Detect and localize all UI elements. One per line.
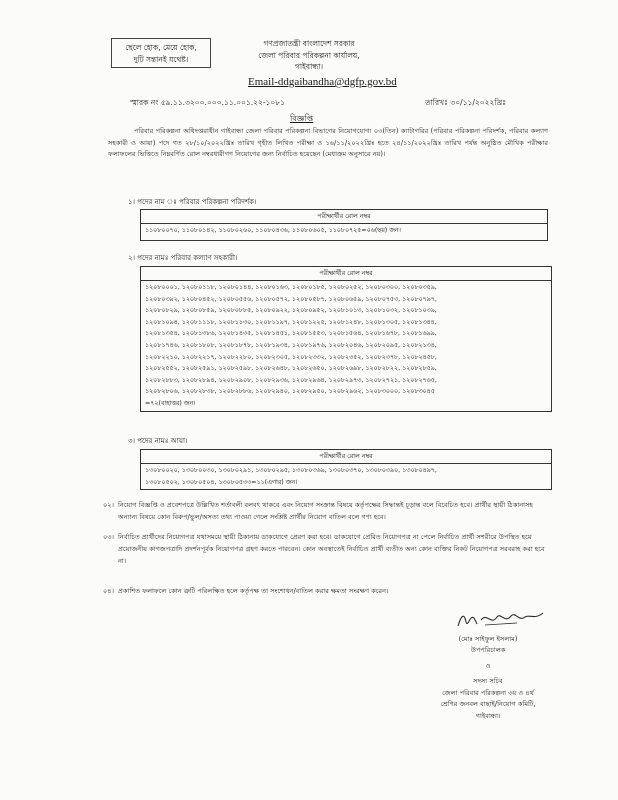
post-3-roll-header: পরীক্ষার্থীর রোল নম্বর bbox=[141, 450, 552, 464]
roll-row: ১২০৮১৩৫৪, ১২০৮১৩৮৬, ১২০৮১৪৩৫, ১২০৮১৪৫১, ১২০৮১৫৫৩, ১২০৮১৫৬৪, ১২০৮১৬৭৮, ১২০৮১৬৯৯, bbox=[145, 330, 437, 338]
signatory-and: ও bbox=[485, 662, 491, 670]
office-name: জেলা পরিবার পরিকল্পনা কার্যালয়, bbox=[258, 51, 360, 60]
roll-row: ১৩০৮০০২০, ১৩০৮০০৩০, ১৩০৮০২৯১, ১৩০৮০২৯৫, ১৩০৮০৩৬৯, ১৩০৮০৩৭০, ১৩০৮০৩৯০, ১৩০৮০৪৯৭, bbox=[145, 467, 437, 474]
post-1-roll-list: ১১০৮০০৭০, ১১০৮০১৪২, ১১০৮০২৬০, ১১০৮০৪৩৬, ১১০৮০৬০৫, ১১০৮০৭২৫=০৬(ছয়) জন। bbox=[141, 224, 548, 241]
post-2-label: ২। পদের নামঃ পরিবার কল্যাণ সহকারী। bbox=[128, 254, 238, 262]
note-3-text: নির্বাচিত প্রার্থীদের নিয়োগপত্র যথাসময়ে স্থায়ী ঠিকানায় ডাকযোগে প্রেরণ করা হবে। ডাকযোগে প্রেরিত নিয়োগপত্র না পেলে নির্বাচিত প্রার্থী সশরীরে উপস্থিত হয়ে প্রয়োজনীয় কাগজপত্রাদি প্রদর্শনপূর্বক নিয়োগপত্র গ্রহণ করতে পারবেন। কোন অবস্থাতেই নির্বাচিত প্রার্থী ব্যতীত অন্য কোন ব্যক্তির নিকট নিয়োগপত্র সরবরাহ করা হবে না। bbox=[118, 533, 545, 565]
committee-place: গাইবান্ধা। bbox=[475, 712, 501, 720]
note-3 bbox=[103, 532, 548, 567]
intro-paragraph: পরিবার পরিকল্পনা অধিদপ্তরাধীন গাইবান্ধা জেলা পরিবার পরিকল্পনা বিভাগের নিয়োগযোগ্য ০৩(তিন) ক্যাটাগরির (পরিবার পরিকল্পনা পরিদর্শক, পরিবার কল্যাণ সহকারী ও আয়া) পদে গত ২৮/১০/২০২২খ্রিঃ তারিখ গৃহীত লিখিত পরীক্ষা ও ১৬/১১/২০২২খ্রিঃ হতে ২৪/১১/২০২২খ্রিঃ তারিখ পর্যন্ত অনুষ্ঠিত মৌখিক পরীক্ষার ফলাফলের ভিত্তিতে নিম্নবর্ণিত রোল নম্বরধারীগণ নিয়োগের জন্য নির্বাচিত হয়েছেন (মেধাক্রম অনুসারে নয়)। bbox=[108, 127, 548, 158]
post-1-roll-header: পরীক্ষার্থীর রোল নম্বর bbox=[141, 210, 548, 224]
note-4-text: প্রকাশিত ফলাফলে কোন ত্রুটি পরিলক্ষিত হলে কর্তৃপক্ষ তা সংশোধন/বাতিল করার ক্ষমতা সংরক্ষণ করেন। bbox=[118, 587, 389, 595]
post-3-label: ৩। পদের নামঃ আয়া। bbox=[128, 437, 188, 445]
committee-line-2: শ্রেণির জনবল বাছাই/নিয়োগ কমিটি, bbox=[440, 700, 536, 708]
note-2-text: নিয়োগ বিজ্ঞপ্তি ও প্রবেশপত্রে উল্লিখিত শর্তাবলী বলবৎ থাকবে এবং নিয়োগ সংক্রান্ত বিষয়ে কর্তৃপক্ষের সিদ্ধান্তই চূড়ান্ত বলে বিবেচিত হবে। প্রার্থীর স্থায়ী ঠিকানাসহ অন্যান্য বিষয়ে কোন বিরুপ/ভুল/অসত্য তথ্য পাওয়া গেলে সংশ্লিষ্ট প্রার্থীর নিয়োগ বাতিল বলে গণ্য হবে। bbox=[118, 501, 533, 521]
office-email: Email-ddgaibandha@dgfp.gov.bd bbox=[248, 76, 397, 88]
roll-row: ১২০৮০৩৯২, ১২০৮০৪৫২, ১২০৮০৫৫৬, ১২০৮০৫৭২, ১২০৮০৫৮৭, ১২০৮০৬৫৯, ১২০৮০৭৫৩, ১২০৮০৭৯৭, bbox=[145, 295, 437, 303]
roll-row: ১৩০৮০৫০২, ১৩০৮০৫০৪, ১৩০৮০৫৩৩=১১(এগার) জন। bbox=[145, 478, 298, 486]
slogan-line-1: ছেলে হোক, মেয়ে হোক, bbox=[125, 43, 197, 52]
post-1-roll-table bbox=[140, 209, 548, 241]
note-4 bbox=[103, 586, 548, 598]
notice-title: বিজ্ঞপ্তি bbox=[290, 114, 314, 123]
roll-row: ১২০৮১০৯৪, ১২০৮১১১৮, ১২০৮১১৩০, ১২০৮১১৯৭, ১২০৮১২২৫, ১২০৮১২৪৮, ১২০৮১৩০৫, ১২০৮১৩৪৪, bbox=[145, 318, 437, 326]
roll-row-total: =৭২(বাহাত্তর) জন। bbox=[145, 399, 196, 407]
signatory-member: সদস্য সচিব bbox=[473, 677, 503, 685]
post-1-label: ১। পদের নাম ঃ পরিবার পরিকল্পনা পরিদর্শক। bbox=[128, 198, 257, 206]
handwritten-signature bbox=[455, 608, 547, 630]
note-2-number: ০২। bbox=[103, 501, 114, 509]
signatory-designation: উপপরিচালক bbox=[470, 646, 506, 654]
post-3-roll-list bbox=[141, 464, 552, 490]
post-2-roll-header: পরীক্ষার্থীর রোল নম্বর bbox=[141, 267, 552, 281]
govt-name: গণপ্রজাতন্ত্রী বাংলাদেশ সরকার bbox=[263, 39, 355, 48]
memo-date: তারিখঃ ৩০/১১/২০২২খ্রিঃ bbox=[425, 98, 507, 107]
roll-row: ১২০৮০৮২৯, ১২০৮০৮৫৯, ১২০৮০৮৮৫, ১২০৮০৯২২, ১২০৮০৯৫২, ১২০৮১০১৩, ১২০৮১০৩২, ১২০৮১০৩৯, bbox=[145, 307, 437, 315]
memo-number: স্মারক নং ৫৯.১১.৩২০০.০০০.১১.০০১.২২-১০৮১ bbox=[130, 98, 286, 107]
office-location: গাইবান্ধা। bbox=[294, 62, 324, 71]
note-2 bbox=[103, 500, 548, 524]
note-4-number: ০৪। bbox=[103, 587, 114, 595]
roll-row: ১২০৮২৮৮৩, ১২০৮২৮৯৪, ১২০৮২৯০৮, ১২০৮২৯৩৬, ১২০৮২৯৬৪, ১২০৮২৯৭৩, ১২০৮২৭২১, ১২০৮২৭৬৫, bbox=[145, 376, 437, 384]
signatory-name: (মোঃ সাইফুল ইসলাম) bbox=[458, 635, 518, 643]
roll-row: ১২০৮১৭৪৬, ১২০৮১৮০৮, ১২০৮১৮৭৮, ১২০৮১৯৩৪, ১২০৮১৯৭৬, ১২০৮২০৪৬, ১২০৮২০৯৫, ১২০৮২১৩৪, bbox=[145, 341, 437, 349]
roll-row: ১২০৮২৮০৬, ১২০৮২৮৩৮, ১২০৮২৮৮৬, ১২০৮২৯৪০, ১২০৮২৯৫০, ১২০৮২৯৬২, ১২০৮৩০০০, ১২০৮৩০৪৫ bbox=[145, 388, 435, 396]
post-3-roll-table bbox=[140, 449, 552, 490]
slogan-line-2: দুটি সন্তানই যথেষ্ট। bbox=[133, 55, 189, 64]
slogan-box bbox=[111, 38, 211, 68]
roll-row: ১২০৮০০০১, ১২০৮০১১৮, ১২০৮০১৪৪, ১২০৮০১৬৩, ১২০৮০১৮৫, ১২০৮০২৫২, ১২০৮০৩০০, ১২০৮০৩৫৯, bbox=[145, 284, 437, 291]
post-2-roll-table bbox=[140, 266, 552, 412]
committee-line-1: জেলা পরিবার পরিকল্পনা ৩য় ও ৪র্থ bbox=[442, 689, 534, 697]
note-3-number: ০৩। bbox=[103, 533, 114, 541]
roll-row: ১২০৮২৫৫২, ১২০৮২৫৯১, ১২০৮২৫৯৮, ১২০৮২৬৪৮, ১২০৮২৬৫০, ১২০৮২৬৯৮, ১২০৮২৮২২, ১২০৮২৮৫৯, bbox=[145, 365, 437, 373]
post-2-roll-list bbox=[141, 281, 552, 412]
roll-row: ১২০৮২২১০, ১২০৮২২১৭, ১২০৮২২৮০, ১২০৮২৩০৫, ১২০৮২৩৩২, ১২০৮২৩৫২, ১২০৮২৩৭৮, ১২০৮২৪৫৮, bbox=[145, 353, 437, 361]
